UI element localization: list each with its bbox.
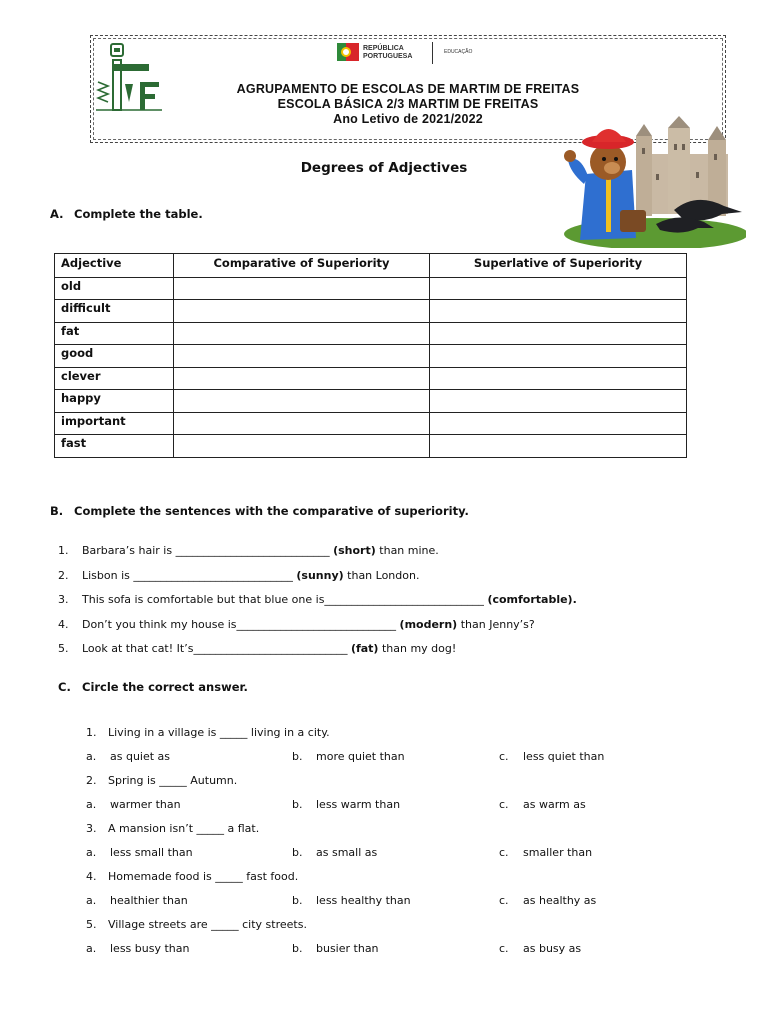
option-text: less warm than [316,798,401,811]
table-row [55,367,687,390]
option-letter: a. [86,798,97,811]
comparative-answer-cell[interactable] [174,412,430,435]
option-text: as warm as [523,798,586,811]
superlative-answer-cell[interactable] [430,345,687,368]
adjective-cell: important [55,412,174,435]
section-a-heading [50,207,203,221]
gov-divider [432,42,433,64]
comparative-answer-cell[interactable] [174,367,430,390]
option-letter: c. [499,798,509,811]
sentence-text-after: than Jenny’s? [457,618,535,631]
sentence-number: 5. [58,642,69,655]
comparative-answer-cell[interactable] [174,300,430,323]
gov-area-text: EDUCAÇÃO [444,49,473,55]
option-letter: c. [499,750,509,763]
sentence-number: 1. [58,544,69,557]
answer-option-a[interactable] [86,846,193,859]
question-number: 4. [86,870,97,883]
table-header-row [55,254,687,278]
question-item [86,774,237,787]
answer-option-c[interactable] [499,750,604,763]
adjectives-table [54,253,687,458]
option-text: less small than [110,846,193,859]
table-row [55,412,687,435]
school-name: ESCOLA BÁSICA 2/3 MARTIM DE FREITAS [277,97,539,111]
superlative-answer-cell[interactable] [430,300,687,323]
sentence-text-before[interactable]: Look at that cat! It’s____________________________ [82,642,351,655]
sentence-text-before[interactable]: Barbara’s hair is ____________________________ [82,544,334,557]
option-letter: c. [499,894,509,907]
page-title: Degrees of Adjectives [300,160,468,176]
superlative-answer-cell[interactable] [430,277,687,300]
option-text: more quiet than [316,750,405,763]
section-b-instruction: Complete the sentences with the comparative of superiority. [74,504,469,518]
option-letter: a. [86,942,97,955]
superlative-answer-cell[interactable] [430,367,687,390]
question-text: Living in a village is _____ living in a city. [108,726,330,739]
adjective-cell: difficult [55,300,174,323]
question-text: A mansion isn’t _____ a flat. [108,822,260,835]
answer-option-c[interactable] [499,894,596,907]
option-text: as quiet as [110,750,171,763]
option-letter: b. [292,750,303,763]
sentence-text-after: than London. [343,569,420,582]
adjective-cell: fast [55,435,174,458]
answer-option-a[interactable] [86,894,188,907]
option-text: warmer than [110,798,181,811]
option-letter: a. [86,846,97,859]
sentence-item [58,569,419,582]
table-row [55,345,687,368]
answer-option-c[interactable] [499,798,586,811]
section-b-heading [50,504,469,518]
option-text: as healthy as [523,894,597,907]
answer-option-b[interactable] [292,942,379,955]
gov-text-line2: PORTUGUESA [363,53,413,60]
sentence-text-before[interactable]: Lisbon is _____________________________ [82,569,297,582]
sentence-item [58,642,456,655]
superlative-answer-cell[interactable] [430,322,687,345]
sentence-text-after: than mine. [375,544,439,557]
answer-option-a[interactable] [86,798,181,811]
sentence-text-before[interactable]: This sofa is comfortable but that blue one is_____________________________ [82,593,488,606]
question-number: 5. [86,918,97,931]
section-c-instruction: Circle the correct answer. [82,680,248,694]
comparative-answer-cell[interactable] [174,322,430,345]
comparative-answer-cell[interactable] [174,435,430,458]
answer-option-b[interactable] [292,894,411,907]
answer-option-a[interactable] [86,942,189,955]
adjective-cell: old [55,277,174,300]
answer-option-b[interactable] [292,846,377,859]
question-item [86,918,307,931]
option-text: less healthy than [316,894,411,907]
paddington-bear [564,129,646,240]
superlative-answer-cell[interactable] [430,435,687,458]
option-letter: b. [292,798,303,811]
option-letter: a. [86,750,97,763]
table-row [55,322,687,345]
option-text: less busy than [110,942,190,955]
comparative-answer-cell[interactable] [174,345,430,368]
option-letter: a. [86,894,97,907]
answer-option-a[interactable] [86,750,170,763]
sentence-hint: (short) [333,544,376,557]
government-logo [337,41,477,65]
section-b-letter: B. [50,504,64,518]
sentence-hint: (comfortable). [487,593,577,606]
question-item [86,870,298,883]
question-number: 2. [86,774,97,787]
sentence-text-before[interactable]: Don’t you think my house is_____________________________ [82,618,400,631]
column-header-adjective: Adjective [55,254,174,278]
answer-option-c[interactable] [499,942,581,955]
sentence-hint: (fat) [350,642,379,655]
column-header-comparative: Comparative of Superiority [174,254,430,278]
gov-text-line1: REPÚBLICA [363,45,404,52]
question-number: 3. [86,822,97,835]
sentence-number: 2. [58,569,69,582]
sentence-number: 4. [58,618,69,631]
school-group-name: AGRUPAMENTO DE ESCOLAS DE MARTIM DE FREITAS [236,82,580,96]
table-row [55,435,687,458]
sentence-hint: (sunny) [296,569,344,582]
option-text: less quiet than [523,750,605,763]
section-c-heading [58,680,248,694]
table-row [55,390,687,413]
adjective-cell: happy [55,390,174,413]
paddington-illustration [556,114,746,248]
adjective-cell: good [55,345,174,368]
question-number: 1. [86,726,97,739]
option-text: as busy as [523,942,582,955]
section-a-instruction: Complete the table. [74,207,203,221]
answer-option-b[interactable] [292,750,405,763]
table-row [55,277,687,300]
comparative-answer-cell[interactable] [174,277,430,300]
section-c-letter: C. [58,680,71,694]
option-letter: c. [499,846,509,859]
question-text: Spring is _____ Autumn. [108,774,238,787]
school-year: Ano Letivo de 2021/2022 [333,112,483,126]
adjective-cell: clever [55,367,174,390]
sentence-number: 3. [58,593,69,606]
question-item [86,726,330,739]
option-letter: b. [292,846,303,859]
answer-option-c[interactable] [499,846,592,859]
sentence-item [58,593,577,606]
option-letter: b. [292,942,303,955]
option-text: as small as [316,846,378,859]
question-text: Homemade food is _____ fast food. [108,870,299,883]
section-a-letter: A. [50,207,64,221]
option-letter: b. [292,894,303,907]
option-text: healthier than [110,894,188,907]
sentence-item [58,618,535,631]
sentence-text-after: than my dog! [378,642,457,655]
superlative-answer-cell[interactable] [430,412,687,435]
superlative-answer-cell[interactable] [430,390,687,413]
column-header-superlative: Superlative of Superiority [430,254,687,278]
sentence-hint: (modern) [399,618,458,631]
sentence-item [58,544,439,557]
option-text: smaller than [523,846,593,859]
option-text: busier than [316,942,379,955]
answer-option-b[interactable] [292,798,400,811]
option-letter: c. [499,942,509,955]
comparative-answer-cell[interactable] [174,390,430,413]
portugal-flag-icon [337,41,359,63]
question-item [86,822,259,835]
question-text: Village streets are _____ city streets. [108,918,307,931]
table-row [55,300,687,323]
adjective-cell: fat [55,322,174,345]
